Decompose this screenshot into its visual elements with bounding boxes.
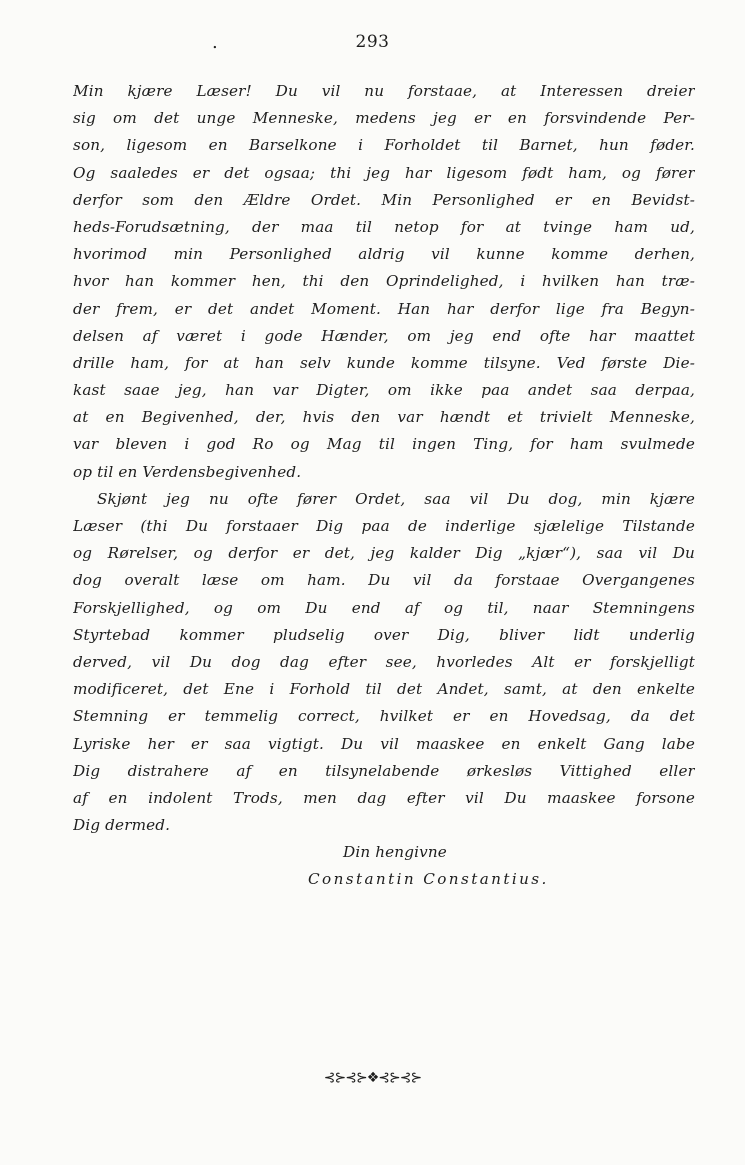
text-line: Dig distrahere af en tilsynelabende ørkesløs Vittighed eller: [73, 761, 695, 780]
text-line: kast saae jeg, han var Digter, om ikke paa andet saa derpaa,: [73, 381, 695, 400]
text-line: der frem, er det andet Moment. Han har derfor lige fra Begyn-: [73, 299, 695, 318]
text-line: Min kjære Læser! Du vil nu forstaae, at Interessen dreier: [73, 82, 695, 100]
text-line: og Rørelser, og derfor er det, jeg kalder Dig „kjær“), saa vil Du: [73, 544, 695, 563]
page-header: [0, 30, 745, 54]
page-number: 293: [355, 32, 390, 52]
ornament-divider: ⊰⊱⊰⊱❖⊰⊱⊰⊱: [323, 1070, 422, 1086]
header-dot: .: [212, 32, 218, 53]
text-line: Forskjellighed, og om Du end af og til, naar Stemningens: [73, 598, 695, 617]
signature: Constantin Constantius.: [308, 870, 549, 889]
text-line: dog overalt læse om ham. Du vil da forstaae Overgangenes: [73, 571, 695, 590]
text-line: Dig dermed.: [73, 816, 171, 835]
text-line: heds-Forudsætning, der maa til netop for at tvinge ham ud,: [73, 217, 695, 236]
text-line: derved, vil Du dog dag efter see, hvorledes Alt er forskjelligt: [73, 652, 695, 671]
text-line: Og saaledes er det ogsaa; thi jeg har ligesom født ham, og fører: [73, 163, 695, 182]
text-line: at en Begivenhed, der, hvis den var hændt et trivielt Menneske,: [73, 408, 695, 427]
closing-salutation: Din hengivne: [343, 843, 447, 862]
text-line: Læser (thi Du forstaaer Dig paa de inderlige sjælelige Tilstande: [73, 517, 695, 535]
text-line: hvorimod min Personlighed aldrig vil kunne komme derhen,: [73, 245, 695, 264]
text-line: sig om det unge Menneske, medens jeg er en forsvindende Per-: [73, 109, 695, 128]
text-line: delsen af været i gode Hænder, om jeg end ofte har maattet: [73, 326, 695, 345]
letter-body: [73, 78, 695, 894]
text-line: Lyriske her er saa vigtigt. Du vil maaskee en enkelt Gang labe: [73, 734, 695, 753]
text-line: af en indolent Trods, men dag efter vil Du maaskee forsone: [73, 788, 695, 807]
text-line: var bleven i god Ro og Mag til ingen Ting, for ham svulmede: [73, 435, 695, 454]
text-line: op til en Verdensbegivenhed.: [73, 462, 302, 481]
text-line: son, ligesom en Barselkone i Forholdet til Barnet, hun føder.: [73, 136, 695, 155]
text-line: modificeret, det Ene i Forhold til det Andet, samt, at den enkelte: [73, 680, 695, 699]
text-line: hvor han kommer hen, thi den Oprindelighed, i hvilken han træ-: [73, 272, 695, 291]
text-line: derfor som den Ældre Ordet. Min Personlighed er en Bevidst-: [73, 190, 695, 209]
text-line: Styrtebad kommer pludselig over Dig, bliver lidt underlig: [73, 625, 695, 644]
text-line: Skjønt jeg nu ofte fører Ordet, saa vil Du dog, min kjære: [97, 489, 695, 508]
text-line: drille ham, for at han selv kunde komme tilsyne. Ved første Die-: [73, 353, 695, 372]
text-line: Stemning er temmelig correct, hvilket er en Hovedsag, da det: [73, 707, 695, 726]
